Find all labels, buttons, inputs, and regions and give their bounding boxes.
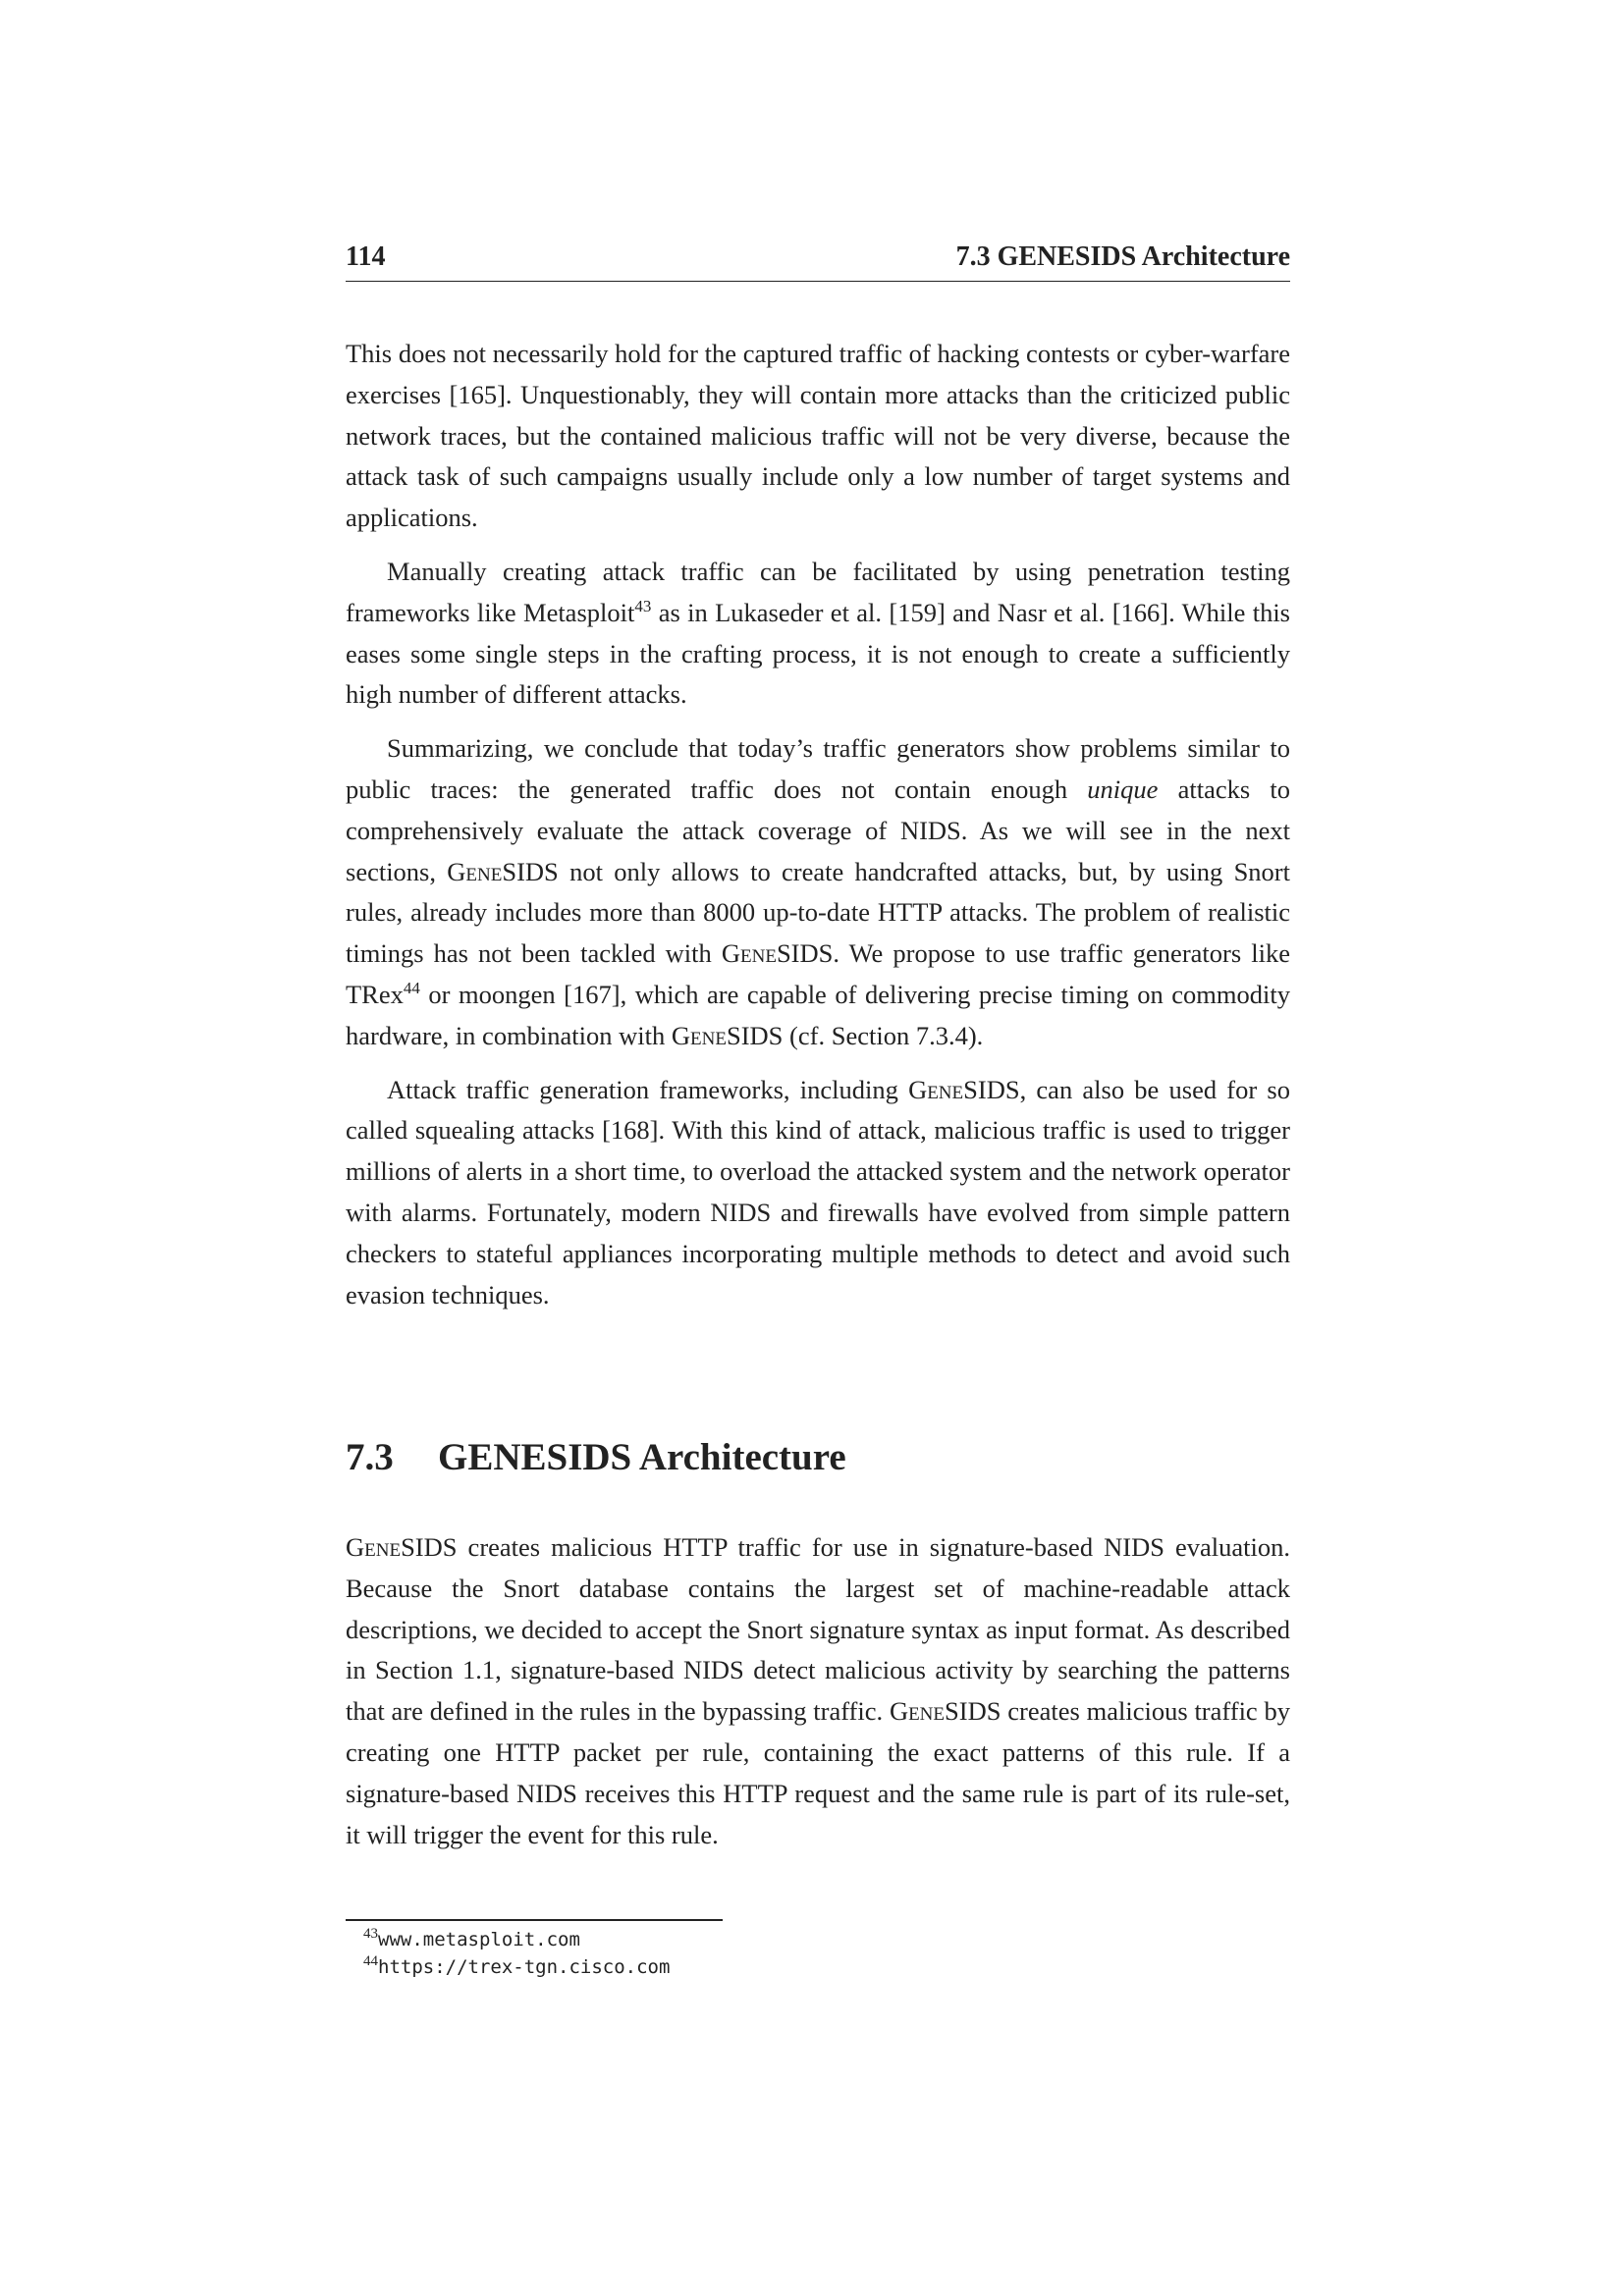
page-header bbox=[346, 241, 1290, 282]
paragraph-2-text-a: Manually creating attack traffic can be facilitated by using penetration testing frameworks like Metasploit bbox=[346, 556, 1290, 627]
paragraph-4 bbox=[346, 1070, 1290, 1316]
section-paragraph-text-b: creates malicious traffic by creating one HTTP packet per rule, containing the exact patterns of this rule. If a signature-based NIDS receives this HTTP request and the same rule is part of its rule-set, it will trigger the event for this rule. bbox=[346, 1696, 1290, 1849]
genesids-smallcaps: GeneSIDS bbox=[721, 938, 834, 969]
footnote-ref-43[interactable]: 43 bbox=[634, 596, 652, 615]
paragraph-3 bbox=[346, 728, 1290, 1056]
footnote-ref-44[interactable]: 44 bbox=[403, 978, 420, 997]
genesids-smallcaps: GeneSIDS bbox=[447, 856, 559, 886]
footnote-43 bbox=[363, 1926, 670, 1953]
footnote-mark: 44 bbox=[363, 1953, 378, 1969]
paragraph-4-text-b: , can also be used for so called squealing attacks [168]. With this kind of attack, malicious traffic is used to trigger millions of alerts in a short time, to overload the attacked system and the network operator with alarms. Fortunately, modern NIDS and firewalls have evolved from simple pattern checkers to stateful appliances incorporating multiple methods to detect and avoid such evasion techniques. bbox=[346, 1074, 1290, 1309]
emphasis-unique: unique bbox=[1087, 774, 1159, 804]
paragraph-2-text-b: as in Lukaseder et al. [159] and Nasr et al. [166]. While this eases some single steps in the crafting process, it is not enough to create a sufficiently high number of different attacks. bbox=[346, 597, 1290, 710]
genesids-smallcaps: GeneSIDS bbox=[889, 1696, 1001, 1727]
paragraph-3-text-c: not only allows to create handcrafted attacks, but, by using Snort rules, already includes more than 8000 up-to-date HTTP attacks. The problem of realistic timings has not been tackled with bbox=[346, 856, 1290, 969]
section-paragraph-text-a: creates malicious HTTP traffic for use in signature-based NIDS evaluation. Because the Snort database contains the largest set of machine-readable attack descriptions, we decided to accept the Snort signature syntax as input format. As described in Section 1.1, signature-based NIDS detect malicious activity by searching the patterns that are defined in the rules in the bypassing traffic. bbox=[346, 1532, 1290, 1727]
paragraph-2 bbox=[346, 552, 1290, 716]
paragraph-3-text-a: Summarizing, we conclude that today’s traffic generators show problems similar to public traces: the generated traffic does not contain enough bbox=[346, 733, 1290, 804]
section-heading bbox=[346, 1435, 1290, 1479]
paragraph-1 bbox=[346, 334, 1290, 539]
body-text bbox=[346, 334, 1290, 1328]
section-paragraph-1 bbox=[346, 1527, 1290, 1855]
genesids-smallcaps: GeneSIDS bbox=[346, 1532, 458, 1562]
paragraph-3-text-b: attacks to comprehensively evaluate the attack coverage of NIDS. As we will see in the next sections, bbox=[346, 774, 1290, 886]
footnote-mark: 43 bbox=[363, 1926, 378, 1942]
page-number: 114 bbox=[346, 241, 386, 272]
paragraph-3-text-d: . We propose to use traffic generators like TRex bbox=[346, 938, 1290, 1009]
paragraph-3-text-f: (cf. Section 7.3.4). bbox=[783, 1020, 984, 1050]
footnote-44 bbox=[363, 1953, 670, 1981]
genesids-smallcaps: GeneSIDS bbox=[908, 1074, 1020, 1104]
paragraph-1-text: This does not necessarily hold for the captured traffic of hacking contests or cyber-warfare exercises [165]. Unquestionably, they will contain more attacks than the criticized public network traces, but the contained malicious traffic will not be very diverse, because the attack task of such campaigns usually include only a low number of target systems and applications. bbox=[346, 339, 1290, 533]
footnote-rule bbox=[346, 1919, 723, 1921]
footnote-url[interactable]: https://trex-tgn.cisco.com bbox=[378, 1956, 671, 1978]
paragraph-3-text-e: or moongen [167], which are capable of delivering precise timing on commodity hardware, in combination with bbox=[346, 979, 1290, 1050]
section-body-text bbox=[346, 1527, 1290, 1855]
section-title: GENESIDS Architecture bbox=[438, 1436, 846, 1478]
genesids-smallcaps: GeneSIDS bbox=[671, 1020, 784, 1050]
paragraph-4-text-a: Attack traffic generation frameworks, including bbox=[387, 1074, 909, 1104]
footnote-url[interactable]: www.metasploit.com bbox=[378, 1929, 580, 1950]
running-title: 7.3 GENESIDS Architecture bbox=[955, 241, 1290, 272]
footnotes bbox=[363, 1926, 670, 1981]
section-number: 7.3 bbox=[346, 1436, 394, 1478]
